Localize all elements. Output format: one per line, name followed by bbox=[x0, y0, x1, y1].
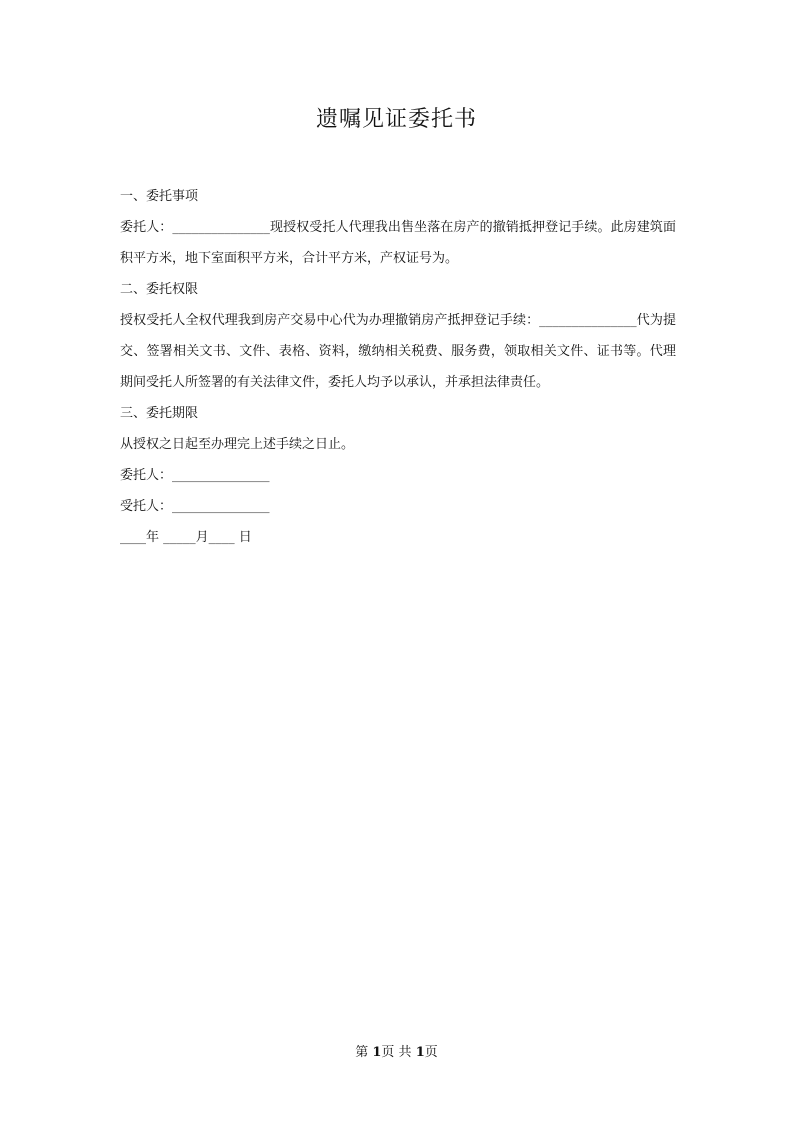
section-heading-matters: 一、委托事项 bbox=[120, 189, 199, 204]
signature-date: ____年 _____月____ 日 bbox=[120, 530, 252, 545]
paragraph-matters: 委托人：_______________现授权受托人代理我出售坐落在房产的撤销抵押登记手续。此房建筑面积平方米，地下室面积平方米，合计平方米，产权证号为。 bbox=[120, 220, 676, 266]
page-title: 遗嘱见证委托书 bbox=[315, 107, 477, 132]
section-heading-term: 三、委托期限 bbox=[120, 406, 199, 421]
signature-agent: 受托人：_______________ bbox=[120, 499, 270, 514]
paragraph-term: 从授权之日起至办理完上述手续之日止。 bbox=[120, 437, 355, 452]
section-heading-authority: 二、委托权限 bbox=[120, 282, 199, 297]
paragraph-authority: 授权受托人全权代理我到房产交易中心代为办理撤销房产抵押登记手续：_______________代为提交、签署相关文书、文件、表格、资料，缴纳相关税费、服务费，领取相关文件、证书等。代理期间受托人所签署的有关法律文件，委托人均予以承认，并承担法律责任。 bbox=[120, 313, 676, 390]
footer-suffix: 页 bbox=[424, 1045, 438, 1060]
document-body bbox=[120, 181, 676, 553]
footer-prefix: 第 bbox=[355, 1045, 373, 1060]
footer-total-pages: 1 bbox=[415, 1045, 425, 1060]
footer-middle: 页 共 bbox=[381, 1045, 416, 1060]
page-footer bbox=[0, 1041, 793, 1060]
signature-principal: 委托人：_______________ bbox=[120, 468, 270, 483]
footer-current-page: 1 bbox=[372, 1045, 382, 1060]
